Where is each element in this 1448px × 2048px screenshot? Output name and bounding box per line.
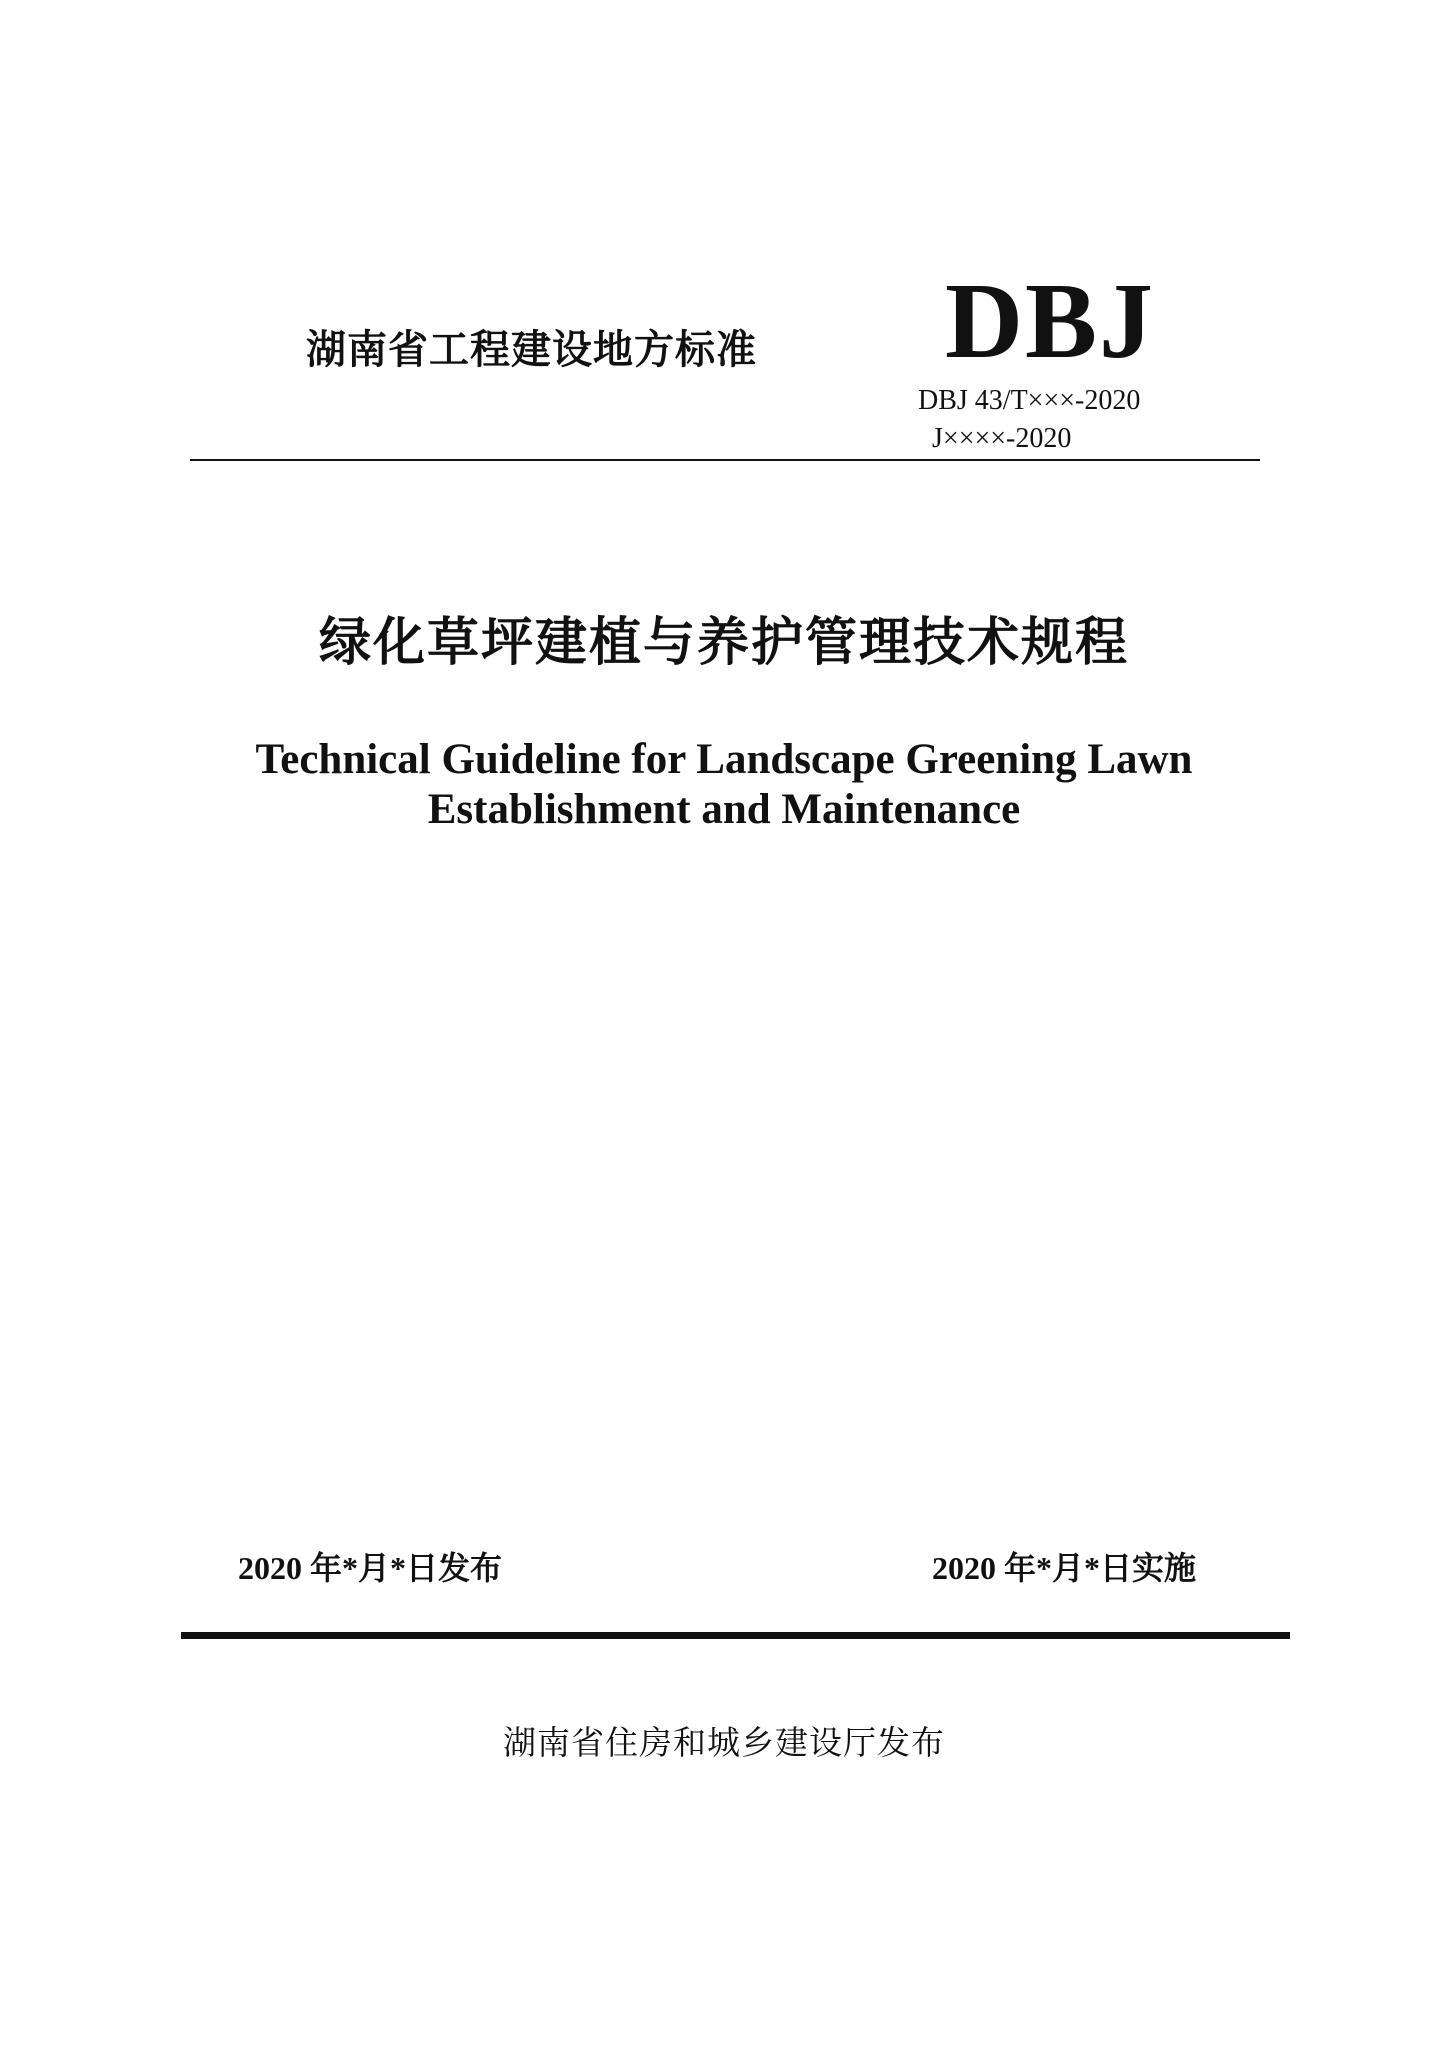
header-divider — [190, 459, 1260, 461]
footer-divider — [181, 1632, 1290, 1639]
standard-number: DBJ 43/T×××-2020 — [918, 385, 1141, 416]
record-number: J××××-2020 — [932, 423, 1072, 454]
document-title-en-line1: Technical Guideline for Landscape Greening Lawn — [255, 736, 1193, 783]
dbj-logo: DBJ — [945, 262, 1156, 381]
issue-date: 2020 年*月*日发布 — [238, 1550, 503, 1586]
standard-category-label: 湖南省工程建设地方标准 — [306, 327, 757, 373]
document-title-cn: 绿化草坪建植与养护管理技术规程 — [318, 613, 1129, 673]
issuing-authority: 湖南省住房和城乡建设厅发布 — [503, 1723, 945, 1762]
effective-date: 2020 年*月*日实施 — [932, 1550, 1197, 1586]
document-title-en-line2: Establishment and Maintenance — [427, 786, 1021, 833]
